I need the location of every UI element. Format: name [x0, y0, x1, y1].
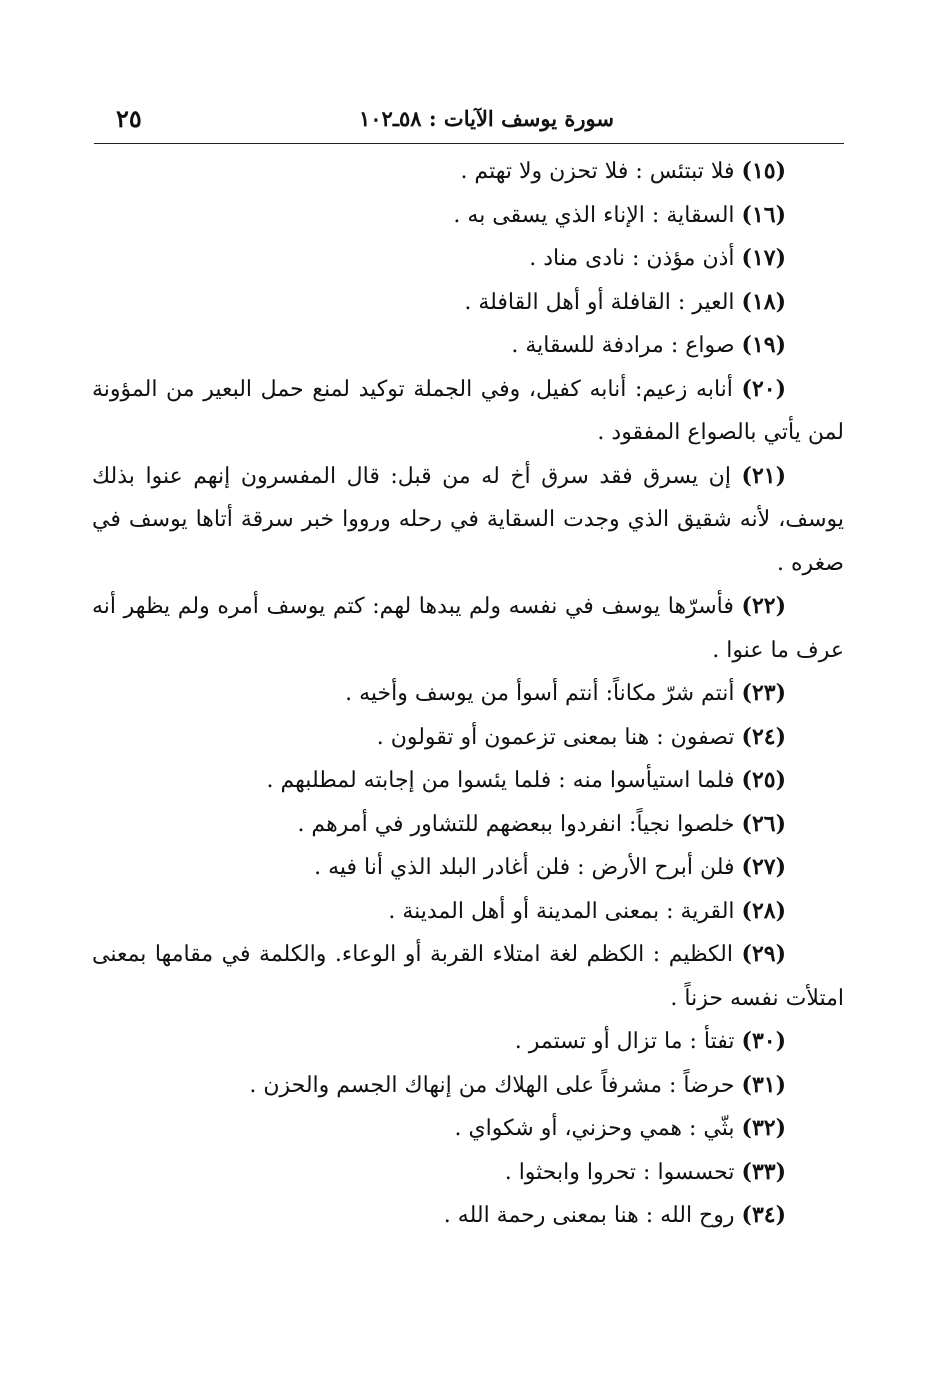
footnote-23 [92, 672, 844, 716]
footnote-25 [92, 759, 844, 803]
footnote-text: أنابه زعيم: أنابه كفيل، وفي الجملة توكيد لمنع حمل البعير من المؤونة لمن يأتي بالصواع المفقود . [92, 376, 844, 445]
footnote-30 [92, 1020, 844, 1064]
footnote-24 [92, 716, 844, 760]
footnote-text: فلن أبرح الأرض : فلن أغادر البلد الذي أنا فيه . [314, 855, 735, 880]
footnote-number: (٢٦) [741, 810, 786, 837]
footnote-number: (٢٠) [741, 375, 787, 402]
footnote-list [92, 150, 844, 1238]
footnote-text: صواع : مرادفة للسقاية . [511, 333, 735, 358]
footnote-31 [92, 1064, 844, 1108]
footnote-text: فلا تبتئس : فلا تحزن ولا تهتم . [460, 159, 735, 184]
footnote-text: تفتأ : ما تزال أو تستمر . [514, 1029, 735, 1054]
footnote-15 [92, 150, 844, 194]
footnote-text: بثّي : همي وحزني، أو شكواي . [454, 1116, 735, 1141]
footnote-text: فلما استيأسوا منه : فلما يئسوا من إجابته لمطلبهم . [266, 768, 735, 793]
chapter-title: سورة يوسف الآيات : ٥٨ـ١٠٢ [359, 106, 614, 131]
footnote-22 [92, 585, 844, 672]
footnote-27 [92, 846, 844, 890]
footnote-28 [92, 890, 844, 934]
footnote-number: (٣٤) [741, 1202, 786, 1228]
footnote-33 [92, 1151, 844, 1195]
running-header [94, 100, 844, 140]
footnote-text: السقاية : الإناء الذي يسقى به . [453, 202, 735, 228]
footnote-number: (١٧) [741, 245, 786, 271]
page-number: ٢٥ [116, 104, 142, 133]
footnote-text: حرضاً : مشرفاً على الهلاك من إنهاك الجسم والحزن . [249, 1072, 735, 1098]
footnote-text: تصفون : هنا بمعنى تزعمون أو تقولون . [376, 724, 735, 750]
footnote-number: (٢٥) [741, 767, 786, 793]
footnote-number: (٣٣) [741, 1158, 786, 1185]
footnote-number: (٣٠) [741, 1028, 786, 1054]
footnote-text: القرية : بمعنى المدينة أو أهل المدينة . [388, 898, 735, 924]
footnote-26 [92, 803, 844, 847]
footnote-34 [92, 1194, 844, 1238]
footnote-text: فأسرّها يوسف في نفسه ولم يبدها لهم: كتم يوسف أمره ولم يظهر أنه عرف ما عنوا . [92, 594, 844, 663]
footnote-number: (١٦) [741, 201, 786, 228]
footnote-text: أنتم شرّ مكاناً: أنتم أسوأ من يوسف وأخيه . [345, 681, 735, 706]
footnote-text: العير : القافلة أو أهل القافلة . [464, 289, 735, 315]
footnote-number: (٢٢) [741, 593, 786, 619]
footnote-text: خلصوا نجياً: انفردوا ببعضهم للتشاور في أمرهم . [297, 811, 735, 837]
footnote-32 [92, 1107, 844, 1151]
footnote-number: (١٩) [741, 332, 786, 358]
footnote-number: (١٨) [741, 288, 786, 315]
footnote-number: (٣٢) [741, 1115, 786, 1141]
footnote-number: (٢٤) [741, 723, 786, 750]
footnote-20 [92, 368, 844, 455]
footnote-number: (٢١) [741, 462, 786, 489]
footnote-text: إن يسرق فقد سرق أخ له من قبل: قال المفسرون إنهم عنوا بذلك يوسف، لأنه شقيق الذي وجدت السقاية في رحله ورووا خبر سرقة أتاها يوسف في صغره . [92, 463, 844, 576]
footnote-16 [92, 194, 844, 238]
footnote-19 [92, 324, 844, 368]
footnote-number: (٢٧) [741, 854, 786, 880]
footnote-text: الكظيم : الكظم لغة امتلاء القربة أو الوعاء. والكلمة في مقامها بمعنى امتلأت نفسه حزناً . [92, 942, 844, 1011]
footnote-number: (٣١) [741, 1071, 786, 1098]
footnote-text: تحسسوا : تحروا وابحثوا . [504, 1159, 735, 1185]
header-divider [94, 143, 844, 144]
footnote-number: (١٥) [741, 158, 786, 184]
footnote-number: (٢٩) [741, 941, 787, 967]
footnote-text: روح الله : هنا بمعنى رحمة الله . [443, 1203, 735, 1228]
footnote-number: (٢٨) [741, 897, 786, 924]
footnote-18 [92, 281, 844, 325]
footnote-29 [92, 933, 844, 1020]
footnote-17 [92, 237, 844, 281]
footnote-21 [92, 455, 844, 586]
footnote-number: (٢٣) [741, 680, 786, 706]
footnote-text: أذن مؤذن : نادى مناد . [529, 246, 735, 271]
